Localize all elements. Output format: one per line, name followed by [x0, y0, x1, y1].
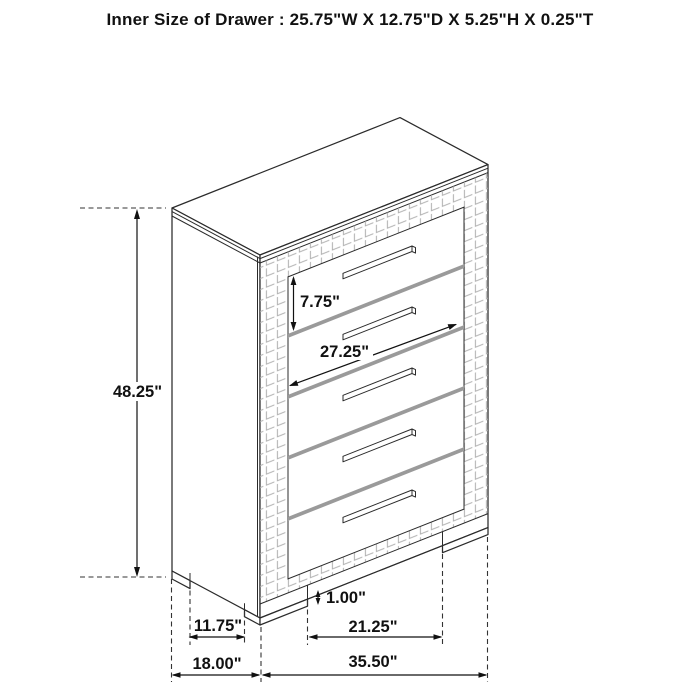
dimension-label-front-foot-span: 21.25" — [348, 618, 398, 636]
dimension-label-overall-depth: 18.00" — [192, 655, 242, 673]
dimension-front-foot-span — [309, 618, 443, 640]
dimension-label-drawer-width: 27.25" — [319, 343, 370, 361]
dimension-label-overall-width: 35.50" — [348, 653, 398, 671]
page-title: Inner Size of Drawer : 25.75"W X 12.75"D X 5.25"H X 0.25"T — [106, 10, 594, 29]
dimension-overall-width — [262, 653, 488, 678]
dimension-side-foot-span — [189, 617, 246, 640]
dimension-label-overall-height: 48.25" — [112, 383, 163, 401]
dimension-label-side-foot-span: 11.75" — [193, 617, 243, 635]
dimension-label-base-clearance: 1.00" — [326, 589, 366, 607]
chest-side-face — [172, 208, 260, 618]
dimension-overall-depth — [172, 655, 261, 678]
dimension-label-top-drawer-height: 7.75" — [300, 293, 340, 311]
dimension-overall-height — [109, 209, 165, 577]
